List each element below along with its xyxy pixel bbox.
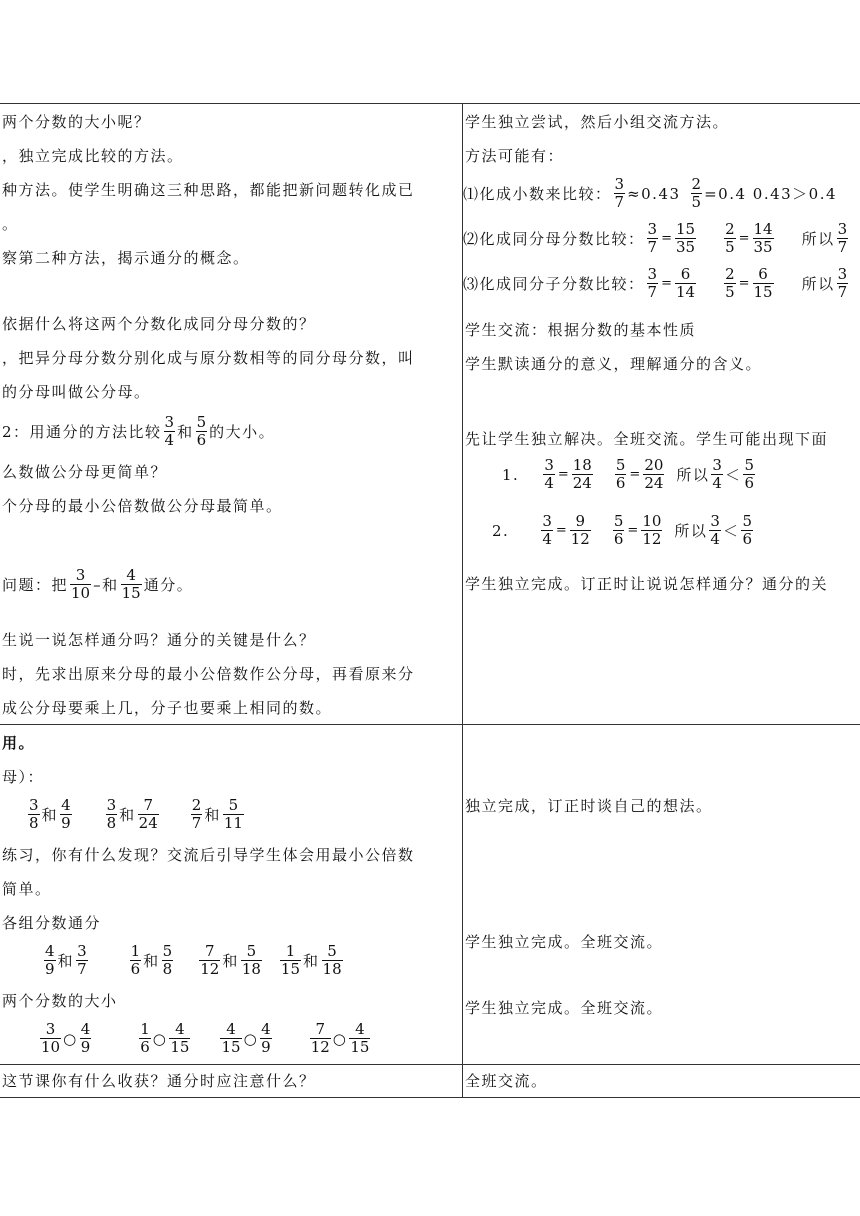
method-1-label: ⑴化成小数来比较：: [463, 184, 612, 203]
and-text: 和: [119, 805, 136, 824]
therefore-text: 所以: [801, 229, 835, 248]
fraction: $\frac{5}{18}$: [241, 942, 261, 978]
method-3-line: ⑶化成同分子分数比较： $\frac{3}{7}$ = $\frac{6}{14}$ $\frac{2}{5}$ = $\frac{6}{15}$ 所以 $\frac{3}{7}$: [463, 265, 848, 301]
left-line-6: 依据什么将这两个分数化成同分母分数的？: [2, 315, 316, 333]
left-line-2: ，独立完成比较的方法。: [2, 147, 184, 165]
right-line-13: 全班交流。: [465, 1072, 548, 1090]
fraction: $\frac{6}{15}$: [753, 265, 773, 301]
fraction: $\frac{3}{4}$: [712, 456, 722, 492]
right-line-11: 学生独立完成。全班交流。: [465, 933, 664, 951]
fraction: $\frac{4}{15}$: [350, 1020, 370, 1056]
exercise-2-fractions: [42, 943, 345, 978]
table-bottom-rule: [0, 1097, 860, 1098]
fraction: $\frac{3}{4}$: [542, 512, 552, 548]
fraction: $\frac{3}{7}$: [837, 265, 848, 301]
solution-2-line: 2. $\frac{3}{4}$ = $\frac{9}{12}$ $\frac{5}{6}$ = $\frac{10}{12}$ 所以 $\frac{3}{4}$ ＜ $\frac{5}{6}$: [492, 512, 753, 548]
fraction: $\frac{3}{7}$: [647, 220, 658, 256]
therefore-text: 所以: [676, 465, 710, 484]
fraction: $\frac{3}{7}$: [647, 265, 658, 301]
problem-line: 问题：把 $\frac{3}{10}$ – 和 $\frac{4}{15}$ 通分。: [2, 566, 194, 602]
fraction: $\frac{10}{12}$: [642, 512, 662, 548]
fraction: $\frac{14}{35}$: [753, 220, 773, 256]
right-line-6: 学生交流：根据分数的基本性质: [465, 321, 697, 339]
table-top-rule: [0, 103, 860, 104]
compare-circle[interactable]: ○: [63, 1029, 78, 1048]
table-row-rule-2: [0, 1064, 860, 1065]
fraction: $\frac{3}{7}$: [77, 942, 87, 978]
right-line-2: 方法可能有：: [465, 147, 565, 165]
therefore-text: 所以: [801, 274, 835, 293]
fraction: $\frac{3}{10}$: [71, 566, 91, 602]
fraction: $\frac{3}{4}$: [164, 413, 175, 449]
and-text: 和: [143, 951, 160, 970]
fraction: $\frac{2}{5}$: [725, 265, 735, 301]
left-line-3: 种方法。使学生明确这三种思路，都能把新问题转化成已: [2, 181, 415, 199]
method-1-decimal-b: =0.4 0.43＞0.4: [704, 184, 838, 203]
section-2-title: 用。: [2, 734, 36, 752]
method-1-decimal-a: ≈0.43: [627, 184, 681, 203]
fraction: $\frac{5}{11}$: [223, 796, 243, 832]
method-1-line: [463, 176, 837, 211]
less-than: ＜: [724, 465, 742, 484]
fraction: $\frac{5}{18}$: [322, 942, 342, 978]
example-2-line: [2, 414, 275, 449]
fraction: $\frac{4}{9}$: [61, 796, 71, 832]
fraction: $\frac{3}{10}$: [41, 1020, 61, 1056]
fraction: $\frac{3}{8}$: [29, 796, 39, 832]
fraction: $\frac{5}{6}$: [196, 413, 207, 449]
section-2-line-1: 母）：: [2, 768, 45, 786]
fraction: $\frac{3}{7}$: [614, 175, 625, 211]
fraction: $\frac{2}{7}$: [191, 796, 202, 832]
method-3-label: ⑶化成同分子分数比较：: [463, 274, 645, 293]
exercise-1-fractions: [26, 797, 246, 832]
section-3-line: 这节课你有什么收获？通分时应注意什么？: [2, 1072, 316, 1090]
fraction: $\frac{5}{8}$: [162, 942, 173, 978]
and-text: 和: [303, 951, 320, 970]
solution-1-line: 1. $\frac{3}{4}$ = $\frac{18}{24}$ $\frac{5}{6}$ = $\frac{20}{24}$ 所以 $\frac{3}{4}$ ＜ $\frac{5}{6}$: [502, 456, 755, 492]
fraction: $\frac{1}{6}$: [140, 1020, 150, 1056]
fraction: $\frac{7}{24}$: [138, 796, 158, 832]
example-2-text-b: 和: [177, 422, 194, 441]
fraction: $\frac{5}{6}$: [613, 512, 624, 548]
right-line-12: 学生独立完成。全班交流。: [465, 999, 664, 1017]
solution-number: 1.: [502, 465, 520, 484]
left-line-5: 察第二种方法，揭示通分的概念。: [2, 249, 250, 267]
section-2-line-5: 两个分数的大小: [2, 992, 118, 1010]
fraction: $\frac{2}{5}$: [725, 220, 735, 256]
right-line-10: 独立完成，订正时谈自己的想法。: [465, 797, 713, 815]
method-2-label: ⑵化成同分母分数比较：: [463, 229, 645, 248]
and-text: 和: [57, 951, 75, 970]
fraction: $\frac{4}{9}$: [80, 1020, 91, 1056]
compare-circle[interactable]: ○: [152, 1029, 168, 1048]
problem-text-b: 和: [102, 575, 119, 594]
example-2-text-a: 2：用通分的方法比较: [2, 422, 162, 441]
exercise-3-fractions: [38, 1021, 372, 1056]
left-line-11: 个分母的最小公倍数做公分母最简单。: [2, 497, 283, 515]
problem-text-a: 问题：把: [2, 575, 69, 594]
left-line-4: 。: [2, 215, 19, 233]
left-line-10: 么数做公分母更简单？: [2, 463, 168, 481]
fraction: $\frac{7}{12}$: [200, 942, 220, 978]
right-line-7: 学生默读通分的意义，理解通分的含义。: [465, 355, 763, 373]
fraction: $\frac{4}{9}$: [261, 1020, 271, 1056]
fraction: $\frac{3}{4}$: [544, 456, 554, 492]
section-2-line-4: 各组分数通分: [2, 914, 102, 932]
fraction: $\frac{1}{6}$: [130, 942, 141, 978]
less-than: ＜: [722, 521, 740, 540]
and-text: 和: [41, 805, 59, 824]
solution-number: 2.: [492, 521, 510, 540]
right-line-8: 先让学生独立解决。全班交流。学生可能出现下面: [465, 430, 829, 448]
section-2-line-3: 简单。: [2, 880, 52, 898]
fraction: $\frac{3}{4}$: [710, 512, 720, 548]
therefore-text: 所以: [674, 521, 708, 540]
section-2-line-2: 练习，你有什么发现？交流后引导学生体会用最小公倍数: [2, 846, 415, 864]
compare-circle[interactable]: ○: [332, 1029, 348, 1048]
compare-circle[interactable]: ○: [243, 1029, 259, 1048]
table-row-rule-1: [0, 724, 860, 725]
and-text: 和: [204, 805, 221, 824]
left-line-8: 的分母叫做公分母。: [2, 383, 151, 401]
fraction: $\frac{5}{6}$: [615, 456, 626, 492]
fraction: $\frac{2}{5}$: [691, 175, 702, 211]
fraction: $\frac{7}{12}$: [310, 1020, 330, 1056]
right-line-9: 学生独立完成。订正时让说说怎样通分？通分的关: [465, 575, 829, 593]
example-2-text-c: 的大小。: [209, 422, 276, 441]
left-line-13: 生说一说怎样通分吗？通分的关键是什么？: [2, 631, 316, 649]
fraction: $\frac{20}{24}$: [644, 456, 664, 492]
fraction: $\frac{4}{15}$: [170, 1020, 190, 1056]
fraction: $\frac{15}{35}$: [675, 220, 696, 256]
fraction: $\frac{3}{8}$: [106, 796, 117, 832]
fraction: $\frac{6}{14}$: [675, 265, 696, 301]
and-text: 和: [222, 951, 239, 970]
method-2-line: ⑵化成同分母分数比较： $\frac{3}{7}$ = $\frac{15}{35}$ $\frac{2}{5}$ = $\frac{14}{35}$ 所以 $\frac{3}{7}$: [463, 220, 848, 256]
right-line-1: 学生独立尝试，然后小组交流方法。: [465, 113, 730, 131]
left-line-14: 时，先求出原来分母的最小公倍数作公分母，再看原来分: [2, 665, 415, 683]
fraction: $\frac{5}{6}$: [742, 512, 753, 548]
left-line-7: ，把异分母分数分别化成与原分数相等的同分母分数，叫: [2, 349, 415, 367]
fraction: $\frac{4}{9}$: [45, 942, 55, 978]
left-line-15: 成公分母要乘上几，分子也要乘上相同的数。: [2, 699, 333, 717]
fraction: $\frac{1}{15}$: [280, 942, 301, 978]
fraction: $\frac{4}{15}$: [121, 566, 141, 602]
left-line-1: 两个分数的大小呢？: [2, 113, 151, 131]
fraction: $\frac{5}{6}$: [744, 456, 755, 492]
fraction: $\frac{18}{24}$: [572, 456, 592, 492]
problem-text-c: 通分。: [143, 575, 194, 594]
fraction: $\frac{3}{7}$: [837, 220, 848, 256]
fraction: $\frac{4}{15}$: [221, 1020, 241, 1056]
fraction: $\frac{9}{12}$: [570, 512, 590, 548]
